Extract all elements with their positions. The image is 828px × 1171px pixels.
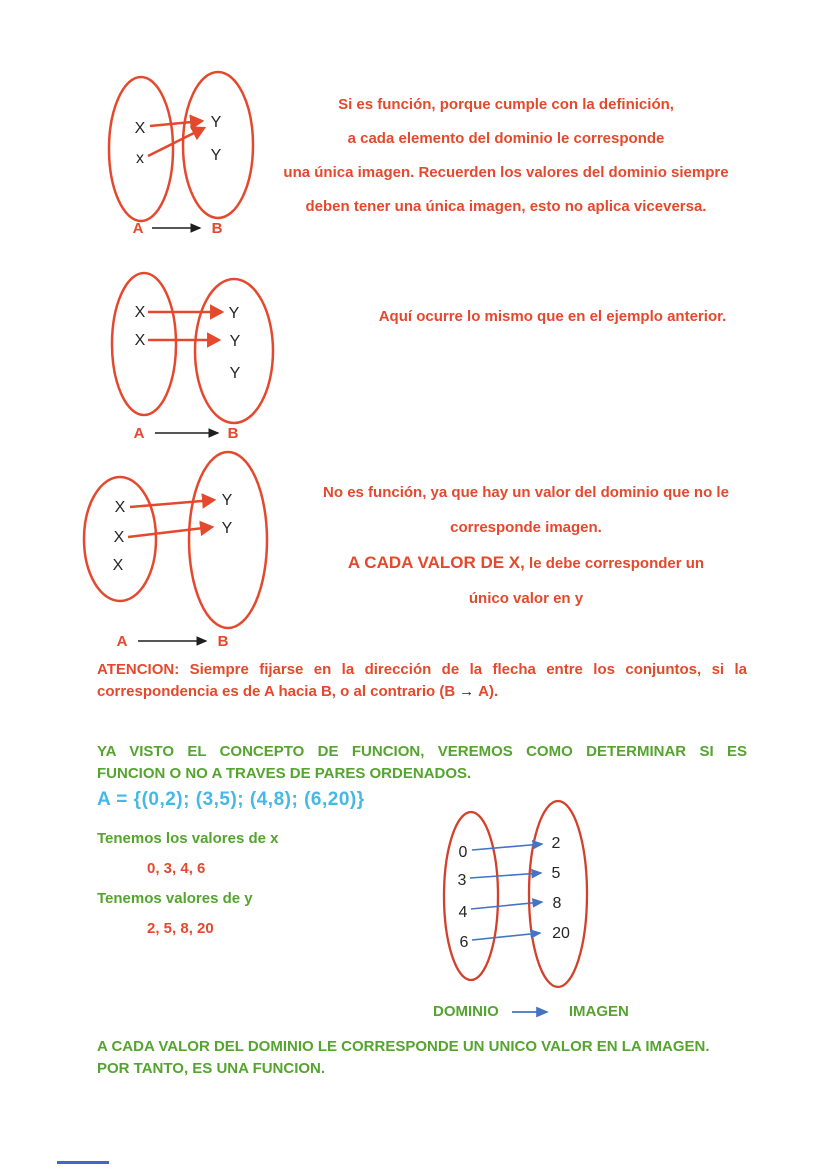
set-b-oval <box>189 452 267 628</box>
set-a-label: A <box>132 220 144 237</box>
conclusion-line: POR TANTO, ES UNA FUNCION. <box>97 1060 326 1077</box>
x-values: 0, 3, 4, 6 <box>147 860 206 877</box>
note-line: una única imagen. Recuerden los valores del dominio siempre <box>283 164 729 181</box>
concept-line: YA VISTO EL CONCEPTO DE FUNCION, VEREMOS COMO DETERMINAR SI ES <box>97 743 747 760</box>
values-block <box>97 824 278 944</box>
attention-line: ATENCION: Siempre fijarse en la dirección de la flecha entre los conjuntos, si la <box>97 661 747 678</box>
conclusion-paragraph <box>97 1036 777 1080</box>
conclusion-line: A CADA VALOR DEL DOMINIO LE CORRESPONDE UN UNICO VALOR EN LA IMAGEN. <box>97 1038 710 1055</box>
domain-element: 6 <box>459 934 469 951</box>
note-function-definition <box>260 88 752 224</box>
note-line <box>292 545 760 581</box>
mapping-diagram-1 <box>100 65 270 245</box>
image-element: 5 <box>551 865 561 882</box>
set-a-element: x <box>136 150 144 167</box>
set-b-oval <box>195 279 273 423</box>
attention-paragraph <box>97 659 747 703</box>
image-label: IMAGEN <box>568 1003 629 1020</box>
note-line: único valor en y <box>468 590 584 607</box>
domain-element: 4 <box>458 904 468 921</box>
mapping-arrow <box>128 527 212 537</box>
set-b-element: Y <box>210 114 222 131</box>
y-values: 2, 5, 8, 20 <box>147 920 214 937</box>
set-b-element: Y <box>221 492 233 509</box>
note-same-as-previous: Aquí ocurre lo mismo que en el ejemplo anterior. <box>378 308 727 325</box>
mapping-diagram-2 <box>100 265 290 447</box>
set-b-element: Y <box>229 333 241 350</box>
set-b-element: Y <box>228 305 240 322</box>
set-b-label: B <box>211 220 223 237</box>
domain-label: DOMINIO <box>433 1003 499 1020</box>
attention-line <box>97 681 747 703</box>
set-a-label: A <box>133 425 145 442</box>
image-oval <box>529 801 587 987</box>
set-b-element: Y <box>210 147 222 164</box>
concept-line: FUNCION O NO A TRAVES DE PARES ORDENADOS. <box>97 765 472 782</box>
domain-element: 0 <box>458 844 468 861</box>
note-line: No es función, ya que hay un valor del dominio que no le <box>323 484 729 501</box>
domain-element: 3 <box>457 872 467 889</box>
set-a-element: X <box>112 557 124 574</box>
mapping-arrow <box>130 500 214 507</box>
set-a-element: X <box>113 529 125 546</box>
attention-text: correspondencia es de A hacia B, o al contrario (B <box>97 683 456 700</box>
set-a-label: A <box>116 633 128 650</box>
cropped-blue-line <box>57 1161 109 1164</box>
mapping-diagram-3 <box>80 450 280 652</box>
image-element: 8 <box>552 895 562 912</box>
attention-text: A). <box>478 683 499 700</box>
image-element: 2 <box>551 835 561 852</box>
set-a-element: X <box>134 304 146 321</box>
mapping-arrow <box>148 128 204 156</box>
image-element: 20 <box>552 925 570 942</box>
set-a-element: X <box>134 120 146 137</box>
note-line: deben tener una única imagen, esto no aplica viceversa. <box>305 198 707 215</box>
note-line: a cada elemento del dominio le corresponde <box>347 130 665 147</box>
y-values-label: Tenemos valores de y <box>97 890 253 907</box>
set-b-label: B <box>227 425 239 442</box>
set-b-label: B <box>217 633 229 650</box>
domain-image-row <box>433 1003 629 1020</box>
x-values-label: Tenemos los valores de x <box>97 830 279 847</box>
note-line: Si es función, porque cumple con la definición, <box>338 96 674 113</box>
set-a-element: X <box>114 499 126 516</box>
mapping-diagram-4 <box>430 795 610 995</box>
mapping-arrow <box>472 933 540 940</box>
note-emphasis: A CADA VALOR DE X, <box>347 553 525 572</box>
set-notation: A = {(0,2); (3,5); (4,8); (6,20)} <box>97 789 365 810</box>
note-line: corresponde imagen. <box>450 519 602 536</box>
right-arrow-glyph: → <box>459 683 475 700</box>
note-not-function <box>292 475 760 616</box>
set-b-element: Y <box>229 365 241 382</box>
concept-paragraph <box>97 741 747 785</box>
domain-image-arrow <box>511 1006 557 1018</box>
set-b-oval <box>183 72 253 218</box>
set-a-element: X <box>134 332 146 349</box>
mapping-arrow <box>471 902 542 909</box>
mapping-arrow <box>150 121 202 126</box>
set-b-element: Y <box>221 520 233 537</box>
note-line-rest: le debe corresponder un <box>524 555 705 572</box>
domain-oval <box>444 812 498 980</box>
